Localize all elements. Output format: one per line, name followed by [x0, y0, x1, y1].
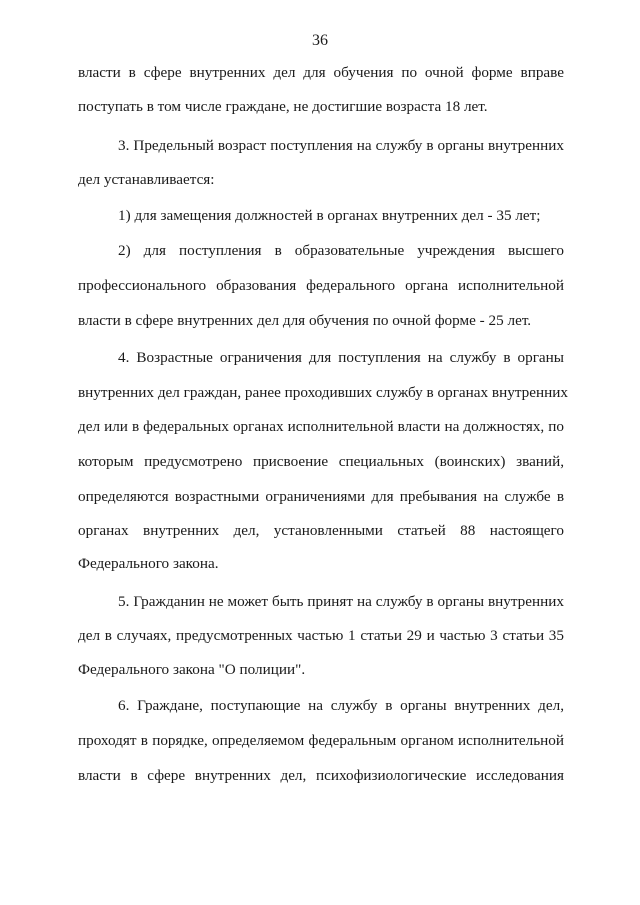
text-line: дел устанавливается:: [78, 171, 215, 188]
text-line: дел в случаях, предусмотренных частью 1 статьи 29 и частью 3 статьи 35: [78, 627, 564, 644]
text-line: поступать в том числе граждане, не достигшие возраста 18 лет.: [78, 98, 488, 115]
text-line: профессионального образования федерального органа исполнительной: [78, 277, 564, 294]
text-line: органах внутренних дел, установленными статьей 88 настоящего: [78, 522, 564, 539]
text-line: проходят в порядке, определяемом федеральным органом исполнительной: [78, 732, 564, 749]
text-line: Федерального закона "О полиции".: [78, 661, 306, 678]
page-number: 36: [312, 32, 328, 49]
text-line: Федерального закона.: [78, 555, 219, 572]
text-line: 3. Предельный возраст поступления на службу в органы внутренних: [118, 137, 564, 154]
text-line: дел или в федеральных органах исполнительной власти на должностях, по: [78, 418, 564, 435]
text-line: власти в сфере внутренних дел, психофизиологические исследования: [78, 767, 564, 784]
text-line: определяются возрастными ограничениями для пребывания на службе в: [78, 488, 564, 505]
text-line: 5. Гражданин не может быть принят на службу в органы внутренних: [118, 593, 564, 610]
text-line: 2) для поступления в образовательные учреждения высшего: [118, 242, 564, 259]
text-line: которым предусмотрено присвоение специальных (воинских) званий,: [78, 453, 564, 470]
text-line: 6. Граждане, поступающие на службу в органы внутренних дел,: [118, 697, 564, 714]
text-line: власти в сфере внутренних дел для обучения по очной форме вправе: [78, 64, 564, 81]
text-line: внутренних дел граждан, ранее проходивших службу в органах внутренних: [78, 384, 568, 401]
text-line: 1) для замещения должностей в органах внутренних дел - 35 лет;: [118, 207, 541, 224]
text-line: власти в сфере внутренних дел для обучения по очной форме - 25 лет.: [78, 312, 532, 329]
text-line: 4. Возрастные ограничения для поступления на службу в органы: [118, 349, 564, 366]
